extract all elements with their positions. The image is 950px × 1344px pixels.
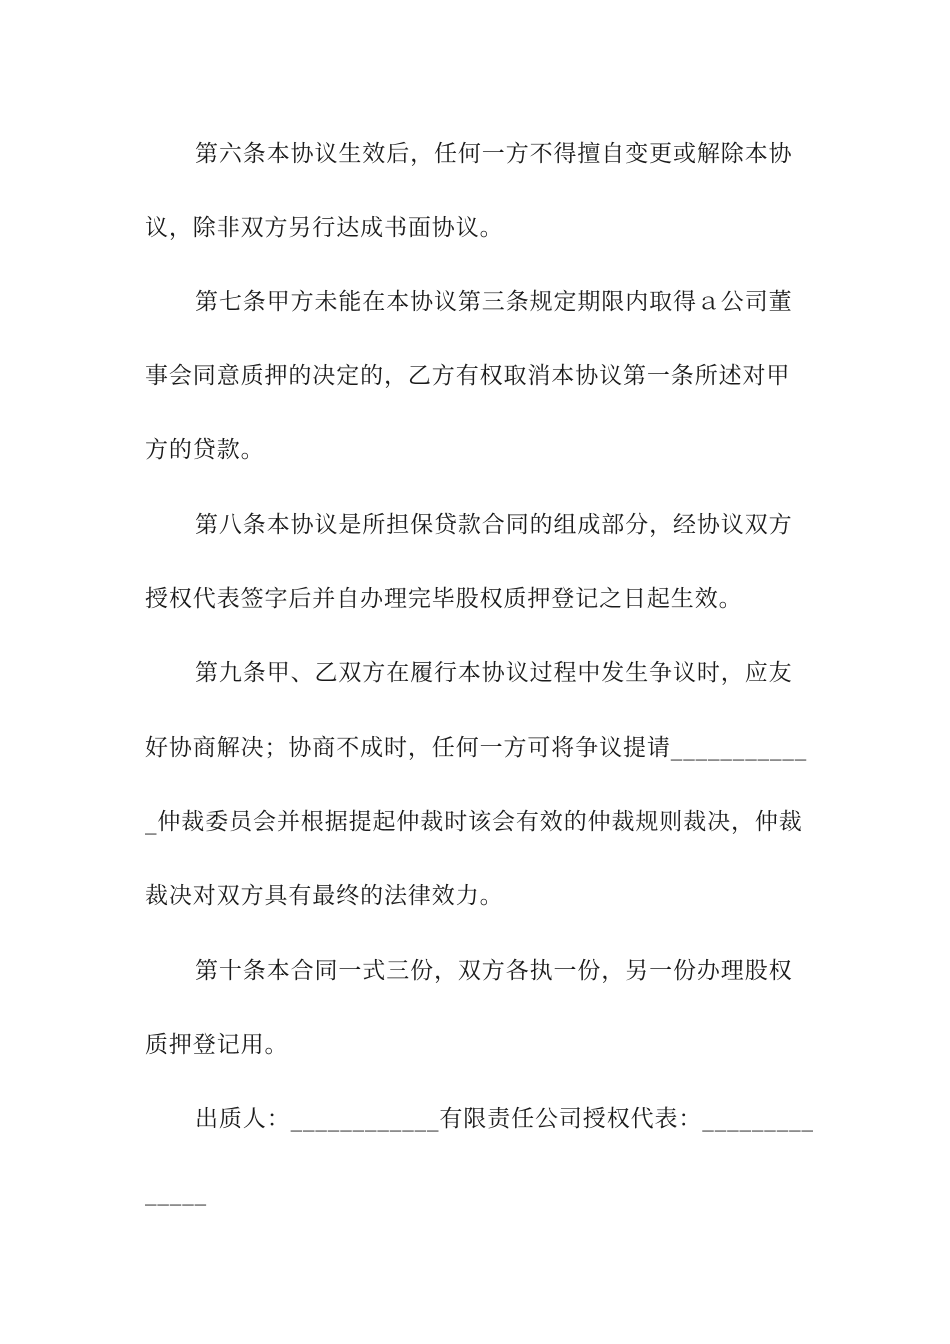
clause-8-line-1: 第八条本协议是所担保贷款合同的组成部分，经协议双方 xyxy=(195,512,793,538)
pledgor-signature-line: 出质人：____________有限责任公司授权代表：_________ xyxy=(195,1106,814,1132)
clause-9-line-2: 好协商解决；协商不成时，任何一方可将争议提请___________ xyxy=(145,735,808,761)
clause-7-line-1: 第七条甲方未能在本协议第三条规定期限内取得ａ公司董 xyxy=(195,289,793,315)
clause-9-line-1: 第九条甲、乙双方在履行本协议过程中发生争议时，应友 xyxy=(195,660,793,686)
signature-blank-continuation: _____ xyxy=(145,1180,207,1206)
clause-7-line-2: 事会同意质押的决定的，乙方有权取消本协议第一条所述对甲 xyxy=(145,363,791,389)
clause-8-line-2: 授权代表签字后并自办理完毕股权质押登记之日起生效。 xyxy=(145,586,743,612)
clause-6-line-2: 议，除非双方另行达成书面协议。 xyxy=(145,215,504,241)
clause-9-line-4: 裁决对双方具有最终的法律效力。 xyxy=(145,883,504,909)
clause-9-line-3: _仲裁委员会并根据提起仲裁时该会有效的仲裁规则裁决，仲裁 xyxy=(145,809,803,835)
clause-10-line-1: 第十条本合同一式三份，双方各执一份，另一份办理股权 xyxy=(195,958,793,984)
clause-10-line-2: 质押登记用。 xyxy=(145,1032,289,1058)
clause-7-line-3: 方的贷款。 xyxy=(145,437,265,463)
clause-6-line-1: 第六条本协议生效后，任何一方不得擅自变更或解除本协 xyxy=(195,141,793,167)
